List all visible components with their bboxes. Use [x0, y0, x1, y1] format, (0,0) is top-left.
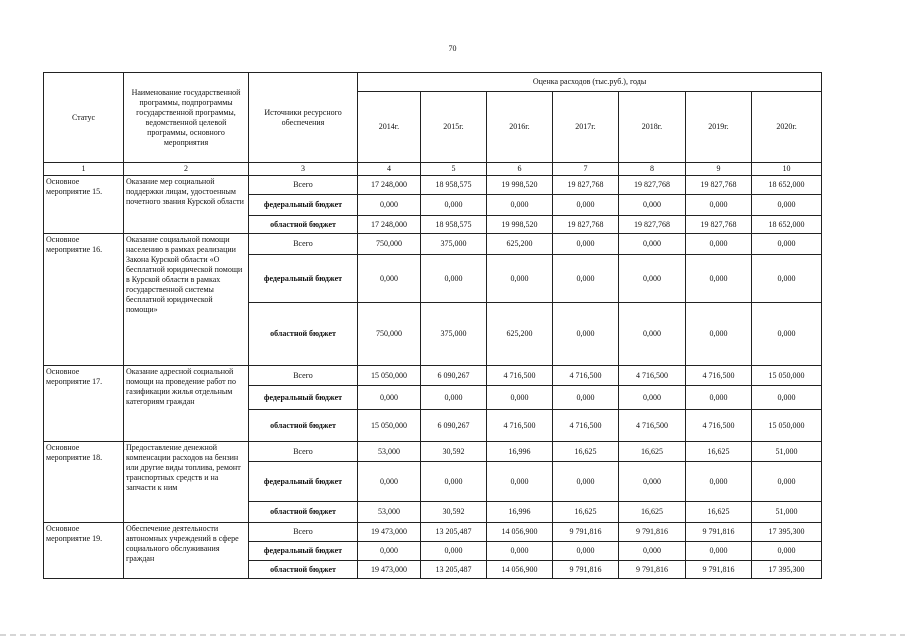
- amount-cell: 17 248,000: [358, 216, 421, 234]
- amount-cell: 18 958,575: [421, 216, 487, 234]
- column-index-cell: 1: [44, 163, 124, 176]
- amount-cell: 19 827,768: [686, 176, 752, 195]
- amount-cell: 0,000: [619, 303, 686, 366]
- activity-status: Основное мероприятие 18.: [44, 442, 124, 523]
- amount-cell: 18 958,575: [421, 176, 487, 195]
- amount-cell: 0,000: [686, 195, 752, 216]
- funding-source: Всего: [249, 176, 358, 195]
- amount-cell: 0,000: [358, 542, 421, 561]
- header-status: Статус: [44, 73, 124, 163]
- amount-cell: 750,000: [358, 303, 421, 366]
- amount-cell: 0,000: [358, 255, 421, 303]
- amount-cell: 0,000: [686, 303, 752, 366]
- amount-cell: 0,000: [686, 234, 752, 255]
- amount-cell: 6 090,267: [421, 366, 487, 386]
- amount-cell: 19 827,768: [619, 176, 686, 195]
- amount-cell: 0,000: [487, 386, 553, 410]
- activity-name: Оказание социальной помощи населению в рамках реализации Закона Курской области «О бесплатной юридической помощи в Курской области в рамках государственной системы бесплатной юридической помощи»: [124, 234, 249, 366]
- column-index-cell: 10: [752, 163, 822, 176]
- column-index-cell: 6: [487, 163, 553, 176]
- amount-cell: 0,000: [752, 303, 822, 366]
- column-index-cell: 3: [249, 163, 358, 176]
- amount-cell: 0,000: [619, 542, 686, 561]
- table-row: [44, 442, 822, 462]
- amount-cell: 0,000: [553, 386, 619, 410]
- column-index-cell: 7: [553, 163, 619, 176]
- header-year: 2018г.: [619, 92, 686, 163]
- amount-cell: 9 791,816: [553, 523, 619, 542]
- header-year: 2017г.: [553, 92, 619, 163]
- amount-cell: 14 056,900: [487, 561, 553, 579]
- table-row: [44, 234, 822, 255]
- table-row: [44, 366, 822, 386]
- amount-cell: 9 791,816: [619, 523, 686, 542]
- amount-cell: 19 473,000: [358, 523, 421, 542]
- amount-cell: 9 791,816: [619, 561, 686, 579]
- table-row: [44, 176, 822, 195]
- amount-cell: 4 716,500: [487, 366, 553, 386]
- amount-cell: 0,000: [686, 542, 752, 561]
- funding-source: федеральный бюджет: [249, 386, 358, 410]
- funding-source: Всего: [249, 442, 358, 462]
- activity-name: Предоставление денежной компенсации расходов на бензин или другие виды топлива, ремонт транспортных средств и на запчасти к ним: [124, 442, 249, 523]
- amount-cell: 0,000: [487, 255, 553, 303]
- header-year: 2015г.: [421, 92, 487, 163]
- amount-cell: 17 395,300: [752, 523, 822, 542]
- funding-source: федеральный бюджет: [249, 462, 358, 502]
- amount-cell: 0,000: [553, 255, 619, 303]
- amount-cell: 0,000: [553, 303, 619, 366]
- amount-cell: 0,000: [358, 386, 421, 410]
- amount-cell: 16,625: [619, 442, 686, 462]
- amount-cell: 9 791,816: [553, 561, 619, 579]
- amount-cell: 16,625: [619, 502, 686, 523]
- header-estimate: Оценка расходов (тыс.руб.), годы: [358, 73, 822, 92]
- amount-cell: 0,000: [619, 386, 686, 410]
- amount-cell: 18 652,000: [752, 216, 822, 234]
- amount-cell: 4 716,500: [553, 366, 619, 386]
- amount-cell: 0,000: [553, 462, 619, 502]
- funding-source: Всего: [249, 366, 358, 386]
- amount-cell: 18 652,000: [752, 176, 822, 195]
- amount-cell: 19 827,768: [619, 216, 686, 234]
- amount-cell: 375,000: [421, 303, 487, 366]
- amount-cell: 53,000: [358, 502, 421, 523]
- amount-cell: 19 827,768: [553, 216, 619, 234]
- amount-cell: 0,000: [553, 195, 619, 216]
- amount-cell: 4 716,500: [553, 410, 619, 442]
- amount-cell: 30,592: [421, 502, 487, 523]
- amount-cell: 16,625: [686, 502, 752, 523]
- activity-name: Оказание адресной социальной помощи на проведение работ по газификации жилья отдельным категориям граждан: [124, 366, 249, 442]
- amount-cell: 15 050,000: [358, 410, 421, 442]
- amount-cell: 0,000: [421, 386, 487, 410]
- amount-cell: 16,625: [686, 442, 752, 462]
- amount-cell: 14 056,900: [487, 523, 553, 542]
- amount-cell: 0,000: [752, 195, 822, 216]
- amount-cell: 4 716,500: [619, 410, 686, 442]
- funding-source: областной бюджет: [249, 410, 358, 442]
- header-year: 2020г.: [752, 92, 822, 163]
- column-index-cell: 5: [421, 163, 487, 176]
- amount-cell: 30,592: [421, 442, 487, 462]
- amount-cell: 0,000: [487, 542, 553, 561]
- amount-cell: 19 827,768: [553, 176, 619, 195]
- amount-cell: 4 716,500: [619, 366, 686, 386]
- column-index-cell: 4: [358, 163, 421, 176]
- amount-cell: 19 998,520: [487, 216, 553, 234]
- amount-cell: 15 050,000: [752, 410, 822, 442]
- funding-source: Всего: [249, 234, 358, 255]
- header-year: 2019г.: [686, 92, 752, 163]
- amount-cell: 0,000: [619, 462, 686, 502]
- activity-status: Основное мероприятие 17.: [44, 366, 124, 442]
- expense-table: [43, 72, 822, 579]
- amount-cell: 0,000: [752, 255, 822, 303]
- amount-cell: 625,200: [487, 234, 553, 255]
- amount-cell: 0,000: [421, 255, 487, 303]
- amount-cell: 13 205,487: [421, 523, 487, 542]
- header-year: 2016г.: [487, 92, 553, 163]
- funding-source: федеральный бюджет: [249, 255, 358, 303]
- amount-cell: 51,000: [752, 502, 822, 523]
- amount-cell: 0,000: [487, 462, 553, 502]
- funding-source: областной бюджет: [249, 502, 358, 523]
- activity-status: Основное мероприятие 15.: [44, 176, 124, 234]
- funding-source: федеральный бюджет: [249, 542, 358, 561]
- amount-cell: 4 716,500: [686, 410, 752, 442]
- amount-cell: 0,000: [752, 542, 822, 561]
- amount-cell: 13 205,487: [421, 561, 487, 579]
- amount-cell: 15 050,000: [358, 366, 421, 386]
- amount-cell: 0,000: [752, 462, 822, 502]
- amount-cell: 19 998,520: [487, 176, 553, 195]
- funding-source: федеральный бюджет: [249, 195, 358, 216]
- amount-cell: 0,000: [619, 234, 686, 255]
- amount-cell: 0,000: [553, 542, 619, 561]
- amount-cell: 6 090,267: [421, 410, 487, 442]
- activity-name: Обеспечение деятельности автономных учреждений в сфере социального обслуживания граждан: [124, 523, 249, 579]
- amount-cell: 375,000: [421, 234, 487, 255]
- funding-source: Всего: [249, 523, 358, 542]
- funding-source: областной бюджет: [249, 216, 358, 234]
- column-index-cell: 8: [619, 163, 686, 176]
- amount-cell: 19 827,768: [686, 216, 752, 234]
- column-index-cell: 2: [124, 163, 249, 176]
- amount-cell: 16,625: [553, 442, 619, 462]
- amount-cell: 0,000: [421, 542, 487, 561]
- amount-cell: 0,000: [752, 234, 822, 255]
- amount-cell: 4 716,500: [686, 366, 752, 386]
- page-number: 70: [448, 44, 457, 53]
- amount-cell: 0,000: [619, 255, 686, 303]
- header-source: Источники ресурсного обеспечения: [249, 73, 358, 163]
- amount-cell: 625,200: [487, 303, 553, 366]
- amount-cell: 0,000: [553, 234, 619, 255]
- amount-cell: 16,625: [553, 502, 619, 523]
- amount-cell: 51,000: [752, 442, 822, 462]
- funding-source: областной бюджет: [249, 561, 358, 579]
- amount-cell: 4 716,500: [487, 410, 553, 442]
- header-year: 2014г.: [358, 92, 421, 163]
- amount-cell: 0,000: [487, 195, 553, 216]
- amount-cell: 16,996: [487, 442, 553, 462]
- amount-cell: 0,000: [619, 195, 686, 216]
- amount-cell: 0,000: [421, 195, 487, 216]
- amount-cell: 0,000: [686, 386, 752, 410]
- amount-cell: 15 050,000: [752, 366, 822, 386]
- amount-cell: 9 791,816: [686, 523, 752, 542]
- funding-source: областной бюджет: [249, 303, 358, 366]
- amount-cell: 0,000: [421, 462, 487, 502]
- activity-status: Основное мероприятие 19.: [44, 523, 124, 579]
- amount-cell: 0,000: [358, 195, 421, 216]
- amount-cell: 0,000: [358, 462, 421, 502]
- header-name: Наименование государственной программы, подпрограммы государственной программы, ведомственной целевой программы, основного мероприятия: [124, 73, 249, 163]
- amount-cell: 17 248,000: [358, 176, 421, 195]
- activity-status: Основное мероприятие 16.: [44, 234, 124, 366]
- amount-cell: 16,996: [487, 502, 553, 523]
- amount-cell: 9 791,816: [686, 561, 752, 579]
- scan-edge-artifact: [0, 634, 905, 636]
- amount-cell: 53,000: [358, 442, 421, 462]
- amount-cell: 750,000: [358, 234, 421, 255]
- amount-cell: 0,000: [752, 386, 822, 410]
- table-row: [44, 523, 822, 542]
- activity-name: Оказание мер социальной поддержки лицам, удостоенным почетного звания Курской области: [124, 176, 249, 234]
- column-index-cell: 9: [686, 163, 752, 176]
- amount-cell: 17 395,300: [752, 561, 822, 579]
- amount-cell: 0,000: [686, 255, 752, 303]
- amount-cell: 0,000: [686, 462, 752, 502]
- amount-cell: 19 473,000: [358, 561, 421, 579]
